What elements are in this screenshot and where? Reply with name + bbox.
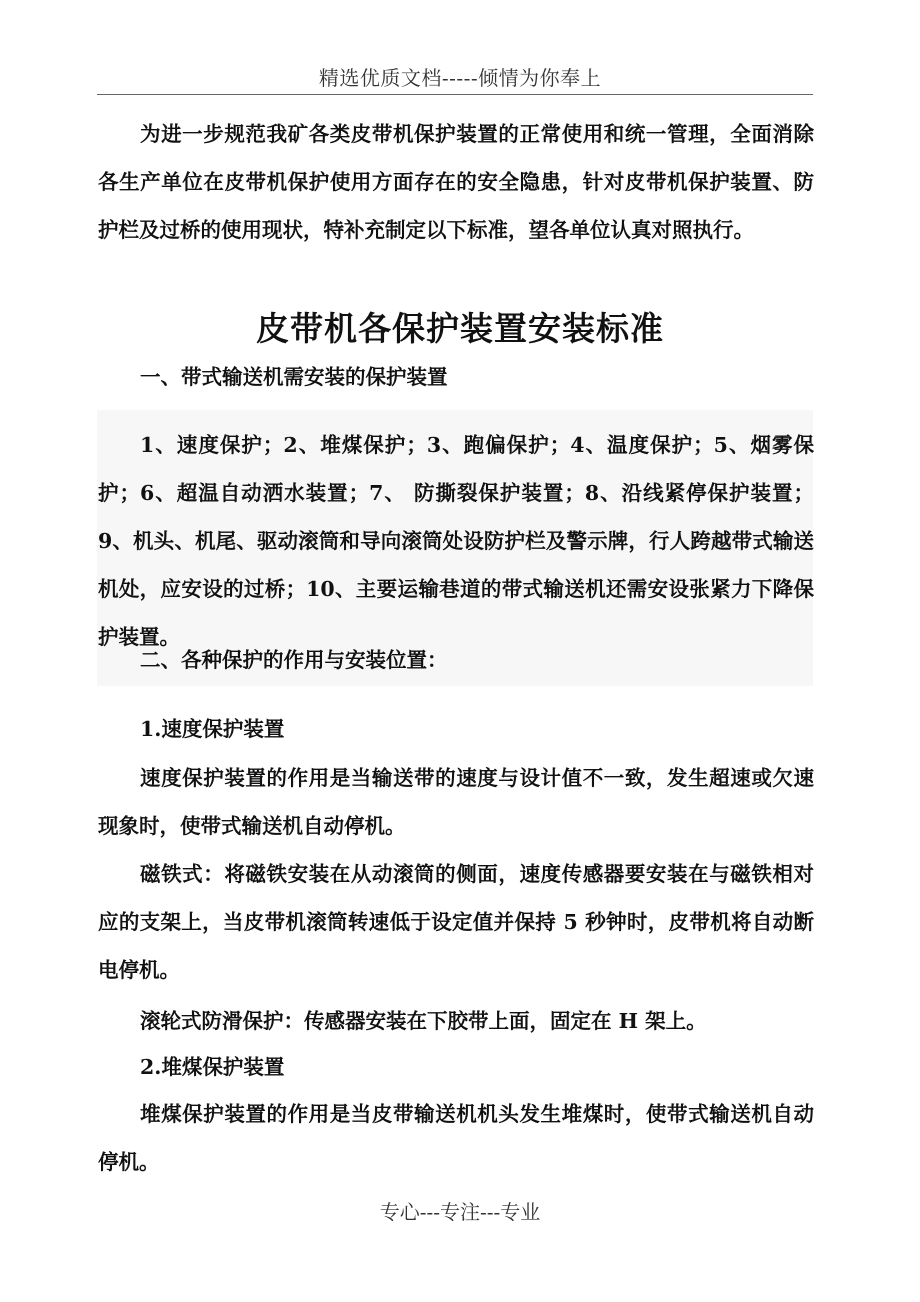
speed-protection-paragraph: 速度保护装置的作用是当输送带的速度与设计值不一致，发生超速或欠速现象时，使带式输送机自动停机。 [98,766,814,838]
coal-pile-protection-paragraph: 堆煤保护装置的作用是当皮带输送机机头发生堆煤时，使带式输送机自动停机。 [98,1102,814,1174]
protection-items-paragraph: 1、速度保护；2、堆煤保护；3、跑偏保护；4、温度保护；5、烟雾保护；6、超温自动洒水装置；7、 防撕裂保护装置；8、沿线紧停保护装置；9、机头、机尾、驱动滚筒和导向滚筒处设防护栏及警示牌，行人跨越带式输送机处，应安设的过桥；10、主要运输巷道的带式输送机还需安设张紧力下降保护装置。 [98,433,814,649]
page-header: 精选优质文档-----倾情为你奉上 [318,66,602,90]
section2-heading: 二、各种保护的作用与安装位置： [140,648,448,672]
speed-protection-heading: 1.速度保护装置 [140,717,285,741]
intro-paragraph: 为进一步规范我矿各类皮带机保护装置的正常使用和统一管理，全面消除各生产单位在皮带机保护使用方面存在的安全隐患，针对皮带机保护装置、防护栏及过桥的使用现状，特补充制定以下标准，望各单位认真对照执行。 [98,122,814,242]
document-title: 皮带机各保护装置安装标准 [256,309,664,348]
roller-type-line: 滚轮式防滑保护：传感器安装在下胶带上面，固定在 H 架上。 [140,1009,707,1033]
page-footer: 专心---专注---专业 [379,1200,541,1224]
magnet-type-paragraph: 磁铁式：将磁铁安装在从动滚筒的侧面，速度传感器要安装在与磁铁相对应的支架上，当皮带机滚筒转速低于设定值并保持 5 秒钟时，皮带机将自动断电停机。 [98,862,814,982]
header-divider [97,94,813,95]
coal-pile-protection-heading: 2.堆煤保护装置 [140,1055,285,1079]
section1-heading: 一、带式输送机需安装的保护装置 [140,365,448,389]
